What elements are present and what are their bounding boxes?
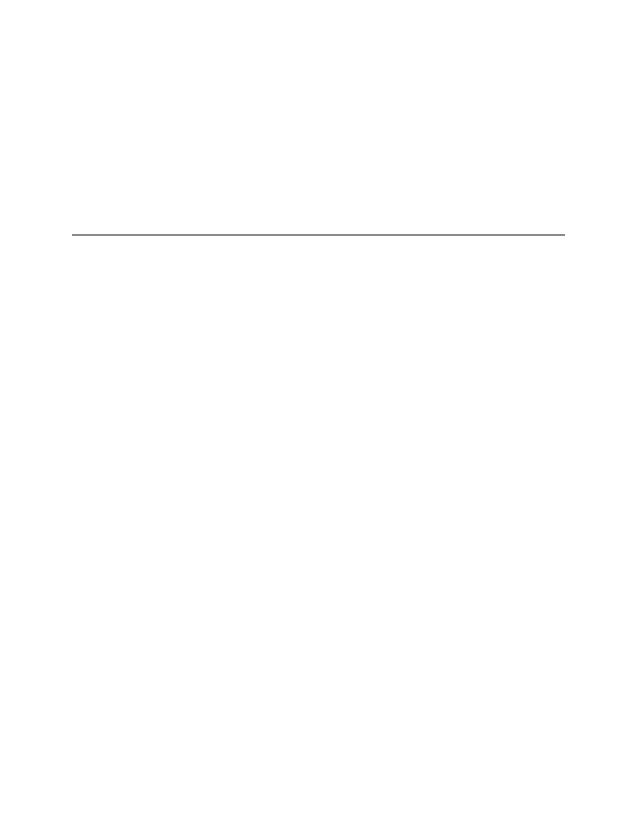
horizontal-divider [72, 234, 565, 236]
